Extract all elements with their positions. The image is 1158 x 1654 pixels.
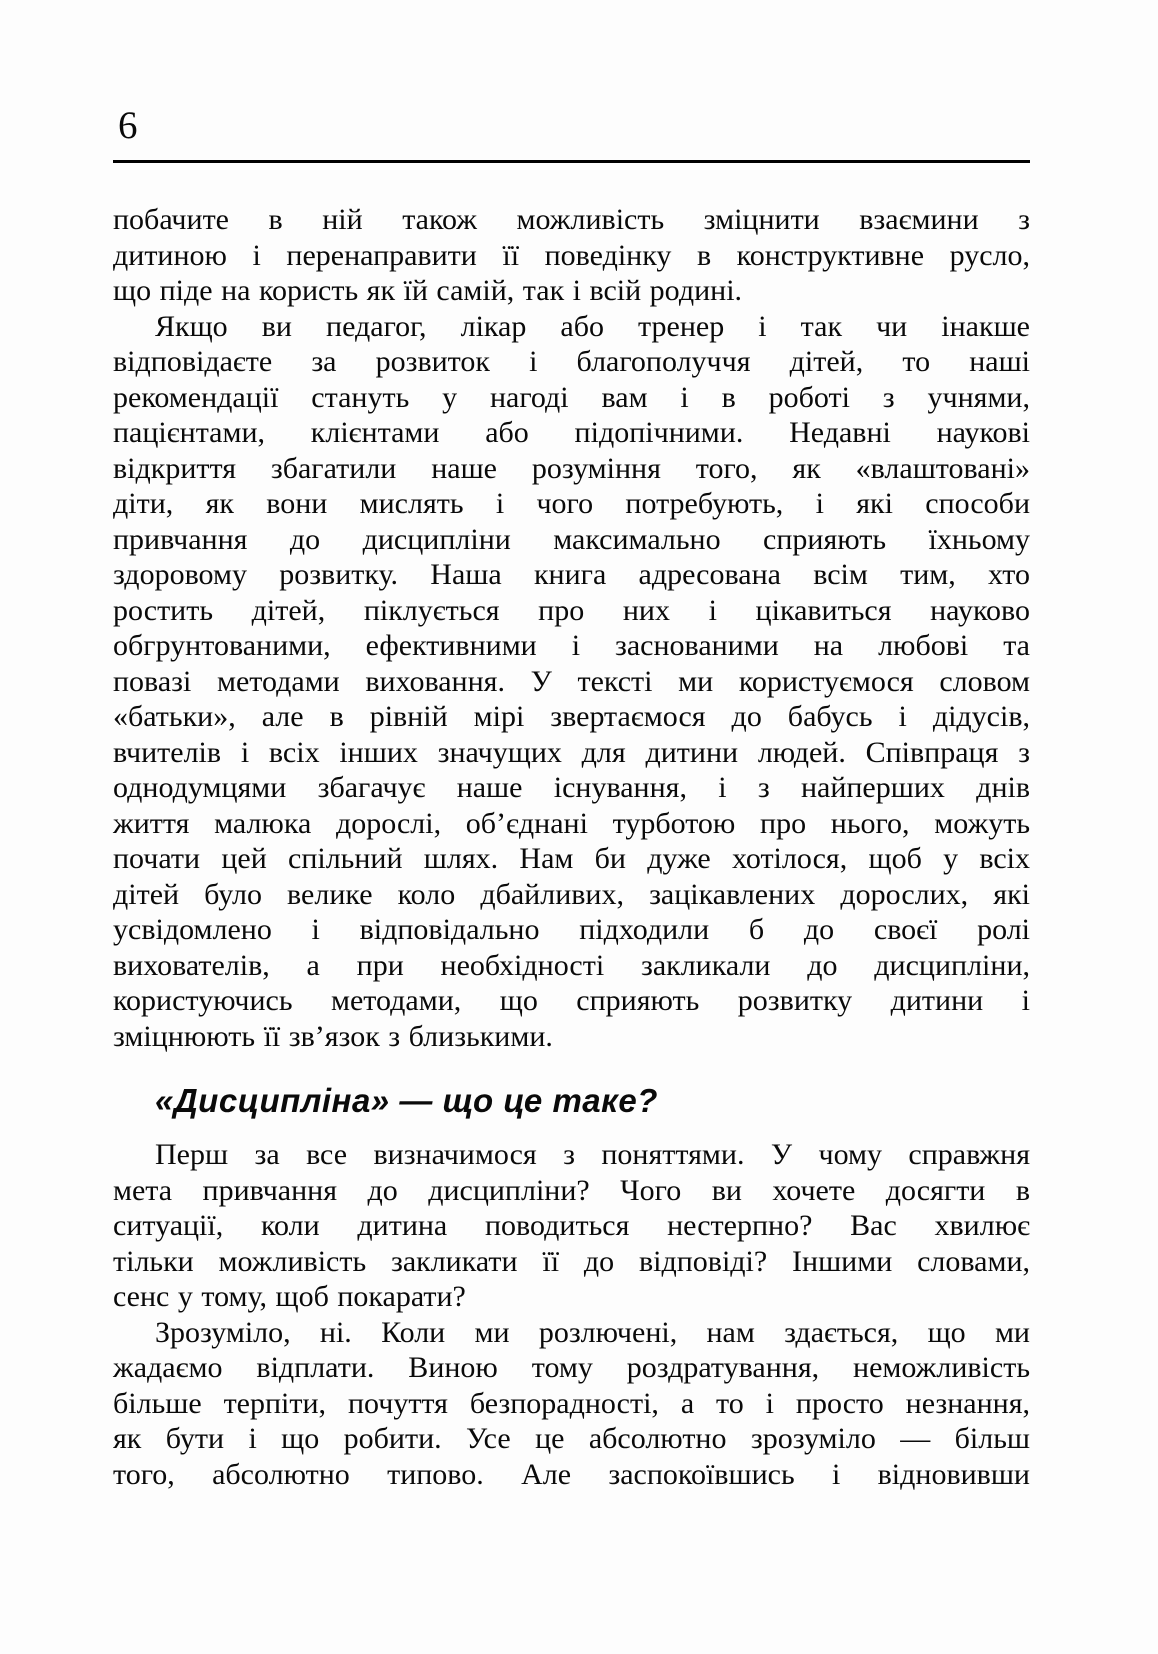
- text-line: дітей було велике коло дбайливих, зацікавлених дорослих, які: [113, 877, 1030, 911]
- paragraph: [113, 309, 1030, 1055]
- text-line: рекомендації стануть у нагоді вам і в роботі з учнями,: [113, 380, 1030, 414]
- text-line: «батьки», але в рівній мірі звертаємося до бабусь і дідусів,: [113, 700, 1030, 733]
- text-line: більше терпіти, почуття безпорадності, а то і просто незнання,: [113, 1386, 1030, 1420]
- text-line: ростить дітей, піклується про них і цікавиться науково: [113, 593, 1030, 627]
- section-heading: «Дисципліна» — що це таке?: [155, 1082, 658, 1119]
- text-line: усвідомлено і відповідально підходили б до своєї ролі: [113, 913, 1030, 946]
- text-line: здоровому розвитку. Наша книга адресована всім тим, хто: [113, 558, 1030, 591]
- text-line: побачите в ній також можливість зміцнити взаємини з: [113, 203, 1030, 236]
- text-line: повазі методами виховання. У тексті ми користуємося словом: [113, 664, 1030, 698]
- text-line: як бути і що робити. Усе це абсолютно зрозуміло — більш: [113, 1422, 1030, 1455]
- paragraph: [113, 1315, 1030, 1493]
- page-number: 6: [118, 104, 138, 147]
- text-line: Якщо ви педагог, лікар або тренер і так чи інакше: [155, 309, 1030, 343]
- text-line: обгрунтованими, ефективними і заснованими на любові та: [113, 629, 1030, 662]
- text-line: життя малюка дорослі, об’єднані турботою про нього, можуть: [113, 806, 1030, 840]
- page-content: [113, 202, 1030, 1492]
- text-line: зміцнюють її зв’язок з близькими.: [113, 1019, 553, 1053]
- text-line: однодумцями збагачує наше існування, і з найперших днів: [113, 771, 1030, 804]
- text-line: Зрозуміло, ні. Коли ми розлючені, нам здається, що ми: [155, 1315, 1030, 1349]
- paragraph: [113, 1137, 1030, 1315]
- text-line: ситуації, коли дитина поводиться нестерпно? Вас хвилює: [113, 1209, 1030, 1242]
- text-line: жадаємо відплати. Виною тому роздратування, неможливість: [113, 1351, 1030, 1384]
- text-line: пацієнтами, клієнтами або підопічними. Недавні наукові: [113, 416, 1030, 449]
- text-line: того, абсолютно типово. Але заспокоївшись і відновивши: [113, 1457, 1030, 1491]
- text-line: вчителів і всіх інших значущих для дитини людей. Співпраця з: [113, 735, 1030, 769]
- text-line: діти, як вони мислять і чого потребують, і які способи: [113, 487, 1030, 520]
- text-line: користуючись методами, що сприяють розвитку дитини і: [113, 984, 1030, 1017]
- header-rule: [113, 160, 1030, 163]
- text-line: відкриття збагатили наше розуміння того, як «влаштовані»: [113, 451, 1030, 485]
- text-line: мета привчання до дисципліни? Чого ви хочете досягти в: [113, 1173, 1030, 1207]
- text-line: що піде на користь як їй самій, так і всій родині.: [113, 274, 743, 307]
- text-line: дитиною і перенаправити її поведінку в конструктивне русло,: [113, 238, 1030, 272]
- text-line: Перш за все визначимося з поняттями. У чому справжня: [155, 1138, 1030, 1171]
- paragraph: [113, 202, 1030, 309]
- text-line: сенс у тому, щоб покарати?: [113, 1280, 466, 1313]
- text-line: вихователів, а при необхідності закликали до дисципліни,: [113, 948, 1030, 982]
- text-line: привчання до дисципліни максимально сприяють їхньому: [113, 522, 1030, 556]
- text-line: відповідаєте за розвиток і благополуччя дітей, то наші: [113, 345, 1030, 378]
- text-line: почати цей спільний шлях. Нам би дуже хотілося, щоб у всіх: [113, 842, 1030, 875]
- text-line: тільки можливість закликати її до відповіді? Іншими словами,: [113, 1244, 1030, 1278]
